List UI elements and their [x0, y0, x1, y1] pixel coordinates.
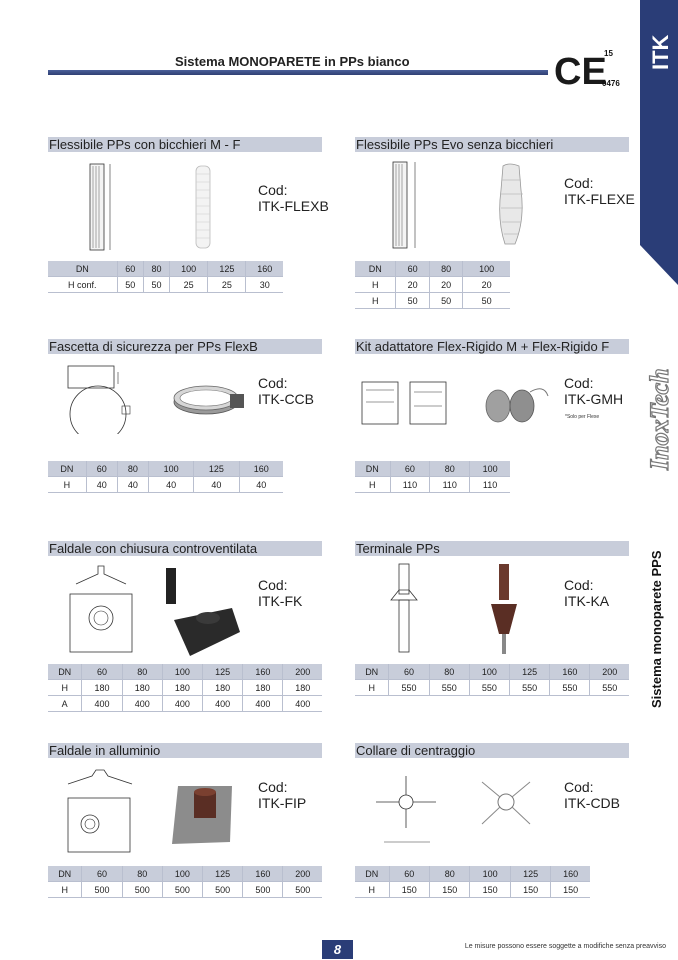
ccb-drawing — [62, 362, 252, 434]
table-cell: H — [48, 477, 86, 493]
table-cell: 550 — [550, 680, 590, 696]
table-cell: 25 — [170, 277, 208, 293]
table-cell: A — [48, 696, 82, 712]
table-header: 80 — [122, 866, 162, 882]
side-tab-label: ITK — [648, 34, 673, 70]
table-header: DN — [48, 664, 82, 680]
brand-text: InoxTech — [645, 368, 674, 470]
table-cell: H conf. — [48, 277, 117, 293]
table-cell: 150 — [470, 882, 510, 898]
table-cell: 550 — [389, 680, 429, 696]
table-header: 80 — [143, 261, 169, 277]
table-header: 60 — [390, 461, 430, 477]
table-cell: 40 — [117, 477, 148, 493]
table-cell: 40 — [194, 477, 239, 493]
table-cell: 150 — [551, 882, 590, 898]
fip-drawing — [62, 764, 252, 854]
spec-table — [48, 866, 322, 898]
table-cell: 150 — [429, 882, 469, 898]
fk-drawing — [62, 560, 252, 656]
table-cell: 150 — [389, 882, 429, 898]
page-title: Sistema MONOPARETE in PPs bianco — [175, 54, 410, 69]
cod-label: Cod: — [258, 182, 288, 198]
table-cell: 50 — [429, 293, 462, 309]
table-cell: 50 — [463, 293, 510, 309]
cod-label: Cod: — [258, 375, 288, 391]
table-header: 60 — [86, 461, 117, 477]
table-cell: 20 — [396, 277, 429, 293]
table-header: DN — [48, 866, 82, 882]
table-cell: 500 — [243, 882, 283, 898]
table-header: DN — [355, 261, 396, 277]
table-cell: H — [355, 680, 389, 696]
section-title: Fascetta di sicurezza per PPs FlexB — [48, 339, 322, 354]
product-note: *Solo per Flexe — [565, 414, 600, 420]
product-code: ITK-CDB — [564, 795, 620, 811]
section-flexb — [48, 137, 322, 152]
product-code: ITK-FLEXE — [564, 191, 635, 207]
product-code: ITK-KA — [564, 593, 610, 609]
table-cell: 550 — [429, 680, 469, 696]
table-cell: 40 — [148, 477, 193, 493]
table-header: 125 — [510, 866, 550, 882]
section-flexe — [355, 137, 629, 152]
table-cell: 50 — [396, 293, 429, 309]
table-cell: 110 — [390, 477, 430, 493]
table-header: 60 — [82, 866, 122, 882]
table-header: DN — [355, 461, 390, 477]
table-cell: 30 — [246, 277, 283, 293]
section-title: Terminale PPs — [355, 541, 629, 556]
table-header: 60 — [82, 664, 122, 680]
table-header: 125 — [510, 664, 550, 680]
section-title: Flessibile PPs Evo senza bicchieri — [355, 137, 629, 152]
table-header: 60 — [117, 261, 143, 277]
table-header: 100 — [463, 261, 510, 277]
table-header: 160 — [239, 461, 283, 477]
ce-number: 0476 — [602, 79, 620, 88]
section-fk — [48, 541, 322, 556]
section-gmh — [355, 339, 629, 354]
table-header: 80 — [429, 261, 462, 277]
table-cell: H — [355, 882, 389, 898]
section-title: Faldale in alluminio — [48, 743, 322, 758]
table-cell: 400 — [122, 696, 162, 712]
table-cell: H — [48, 680, 82, 696]
table-header: DN — [48, 261, 117, 277]
spec-table — [355, 461, 510, 493]
table-header: 100 — [170, 261, 208, 277]
table-header: 100 — [148, 461, 193, 477]
table-cell: 550 — [469, 680, 509, 696]
spec-table — [48, 261, 283, 293]
table-header: 60 — [389, 664, 429, 680]
table-cell: 400 — [162, 696, 202, 712]
table-cell: 500 — [203, 882, 243, 898]
table-header: 160 — [551, 866, 590, 882]
side-tab — [640, 0, 678, 285]
cdb-drawing — [370, 772, 550, 852]
table-cell: H — [355, 477, 390, 493]
table-header: 160 — [243, 664, 283, 680]
table-cell: H — [48, 882, 82, 898]
flexb-drawing — [82, 160, 232, 252]
side-vertical-label — [640, 520, 678, 720]
title-rule — [48, 70, 548, 75]
cod-label: Cod: — [258, 779, 288, 795]
table-header: 80 — [122, 664, 162, 680]
spec-table — [355, 664, 629, 696]
spec-table — [355, 866, 590, 898]
product-code: ITK-CCB — [258, 391, 314, 407]
table-cell: 500 — [122, 882, 162, 898]
table-header: 100 — [470, 461, 510, 477]
table-header: 125 — [208, 261, 246, 277]
cod-label: Cod: — [258, 577, 288, 593]
ce-mark-text: CE — [554, 51, 607, 93]
table-header: 200 — [283, 664, 322, 680]
section-title: Kit adattatore Flex-Rigido M + Flex-Rigido F — [355, 339, 629, 354]
section-cdb — [355, 743, 629, 758]
table-header: 125 — [194, 461, 239, 477]
table-cell: 180 — [82, 680, 122, 696]
table-header: 125 — [203, 866, 243, 882]
table-header: DN — [48, 461, 86, 477]
table-cell: 110 — [430, 477, 470, 493]
ka-drawing — [385, 560, 545, 656]
section-fip — [48, 743, 322, 758]
table-header: 80 — [430, 461, 470, 477]
spec-table — [48, 461, 283, 493]
brand-logo — [640, 320, 678, 480]
table-cell: 25 — [208, 277, 246, 293]
table-header: 160 — [246, 261, 283, 277]
page-number: 8 — [322, 940, 353, 959]
section-title: Collare di centraggio — [355, 743, 629, 758]
section-ccb — [48, 339, 322, 354]
table-header: 125 — [203, 664, 243, 680]
table-cell: 400 — [283, 696, 322, 712]
table-cell: 50 — [143, 277, 169, 293]
table-header: 60 — [389, 866, 429, 882]
product-code: ITK-FK — [258, 593, 303, 609]
gmh-drawing — [358, 376, 558, 432]
section-ka — [355, 541, 629, 556]
table-cell: 150 — [510, 882, 550, 898]
table-header: DN — [355, 664, 389, 680]
table-header: 80 — [429, 664, 469, 680]
table-header: 160 — [550, 664, 590, 680]
table-cell: 40 — [86, 477, 117, 493]
table-cell: H — [355, 277, 396, 293]
table-header: 100 — [470, 866, 510, 882]
footer-note: Le misure possono essere soggette a modifiche senza preavviso — [464, 943, 666, 950]
table-header: 100 — [162, 664, 202, 680]
product-code: ITK-FLEXB — [258, 198, 329, 214]
table-cell: 20 — [463, 277, 510, 293]
table-header: 160 — [243, 866, 283, 882]
side-vertical-text: Sistema monoparete PPS — [649, 550, 664, 708]
table-cell: 500 — [283, 882, 322, 898]
table-header: 200 — [283, 866, 322, 882]
cod-label: Cod: — [564, 577, 594, 593]
table-cell: 180 — [283, 680, 322, 696]
flexe-drawing — [385, 160, 545, 252]
table-cell: 20 — [429, 277, 462, 293]
ce-year: 15 — [604, 49, 613, 58]
table-cell: 400 — [203, 696, 243, 712]
cod-label: Cod: — [564, 175, 594, 191]
table-header: DN — [355, 866, 389, 882]
table-cell: 50 — [117, 277, 143, 293]
table-cell: 550 — [510, 680, 550, 696]
section-title: Flessibile PPs con bicchieri M - F — [48, 137, 322, 152]
table-cell: 550 — [590, 680, 629, 696]
table-cell: H — [355, 293, 396, 309]
table-header: 60 — [396, 261, 429, 277]
table-cell: 180 — [122, 680, 162, 696]
spec-table — [355, 261, 510, 309]
table-cell: 400 — [243, 696, 283, 712]
table-header: 100 — [162, 866, 202, 882]
product-code: ITK-GMH — [564, 391, 624, 407]
table-cell: 180 — [243, 680, 283, 696]
table-cell: 180 — [203, 680, 243, 696]
table-cell: 40 — [239, 477, 283, 493]
table-cell: 500 — [162, 882, 202, 898]
section-title: Faldale con chiusura controventilata — [48, 541, 322, 556]
product-code: ITK-FIP — [258, 795, 307, 811]
table-header: 100 — [469, 664, 509, 680]
spec-table — [48, 664, 322, 712]
cod-label: Cod: — [564, 779, 594, 795]
table-cell: 110 — [470, 477, 510, 493]
table-header: 80 — [429, 866, 469, 882]
table-cell: 180 — [162, 680, 202, 696]
ce-mark — [554, 48, 624, 96]
table-cell: 500 — [82, 882, 122, 898]
table-header: 80 — [117, 461, 148, 477]
table-cell: 400 — [82, 696, 122, 712]
cod-label: Cod: — [564, 375, 594, 391]
table-header: 200 — [590, 664, 629, 680]
